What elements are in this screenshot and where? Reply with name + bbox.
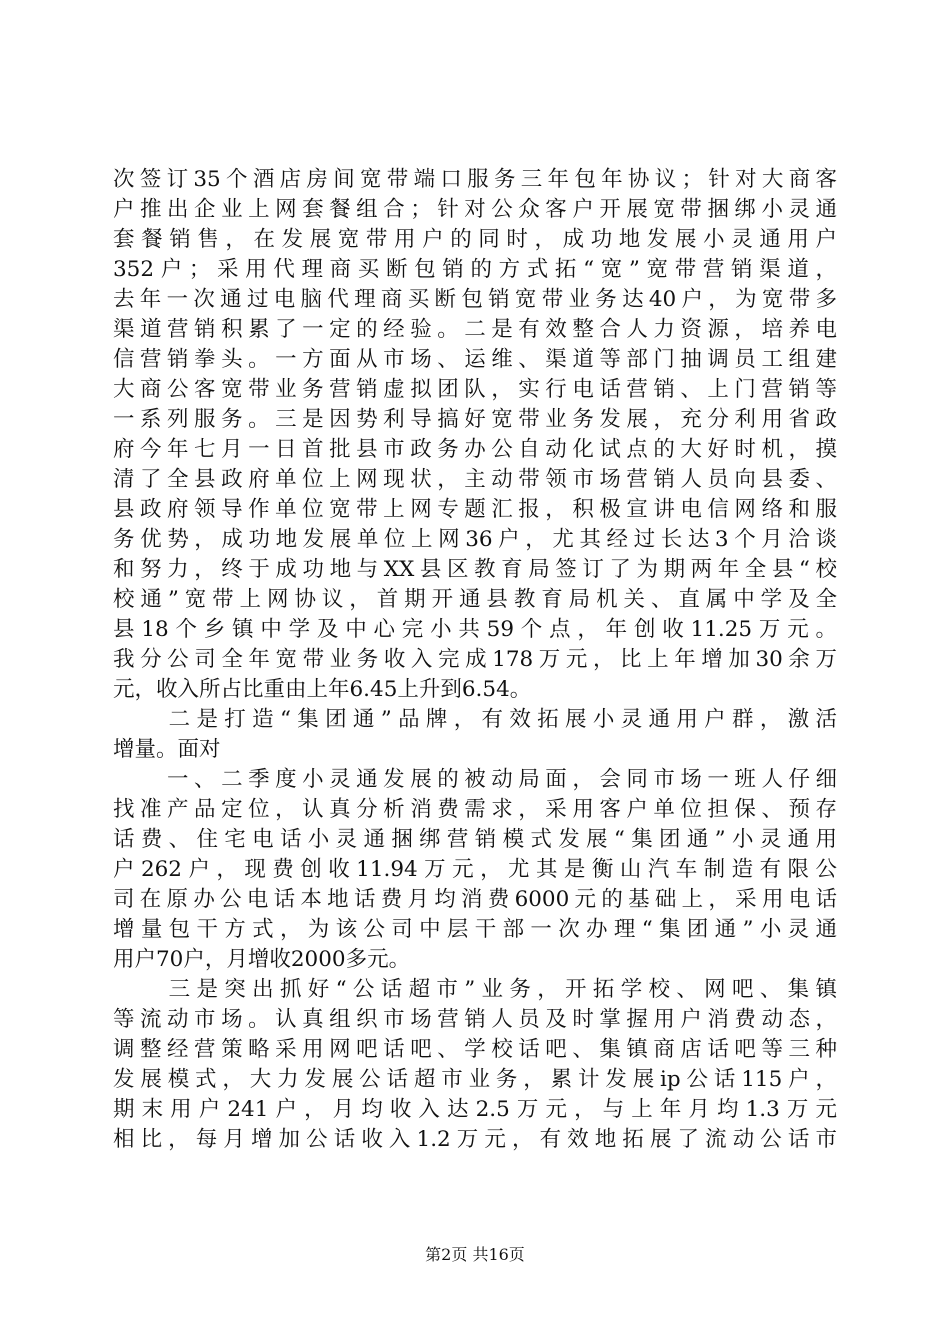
text-line: 话费、住宅电话小灵通捆绑营销模式发展“集团通”小灵通用 <box>113 827 837 852</box>
text-line: 发展模式，大力发展公话超市业务，累计发展ip公话115户， <box>113 1067 837 1092</box>
text-line: 清了全县政府单位上网现状，主动带领市场营销人员向县委、 <box>113 467 837 492</box>
text-line: 县18个乡镇中学及中心完小共59个点，年创收11.25万元。 <box>113 617 837 642</box>
text-line: 去年一次通过电脑代理商买断包销宽带业务达40户，为宽带多 <box>113 287 837 312</box>
text-line: 司在原办公电话本地话费月均消费6000元的基础上，采用电话 <box>113 887 837 912</box>
text-line: 府今年七月一日首批县市政务办公自动化试点的大好时机，摸 <box>113 437 837 462</box>
text-line: 次签订35个酒店房间宽带端口服务三年包年协议；针对大商客 <box>113 167 837 192</box>
text-line: 校通”宽带上网协议，首期开通县教育局机关、直属中学及全 <box>113 587 837 612</box>
paragraph-start-line: 一、二季度小灵通发展的被动局面，会同市场一班人仔细 <box>113 767 837 792</box>
text-line: 等流动市场。认真组织市场营销人员及时掌握用户消费动态， <box>113 1007 837 1032</box>
text-line: 户推出企业上网套餐组合；针对公众客户开展宽带捆绑小灵通 <box>113 197 837 222</box>
text-line: 信营销拳头。一方面从市场、运维、渠道等部门抽调员工组建 <box>113 347 837 372</box>
paragraph-end-line: 增量。面对 <box>113 737 221 762</box>
text-line: 和努力，终于成功地与XX县区教育局签订了为期两年全县“校 <box>113 557 837 582</box>
text-line: 户262户，现费创收11.94万元，尤其是衡山汽车制造有限公 <box>113 857 837 882</box>
text-line: 调整经营策略采用网吧话吧、学校话吧、集镇商店话吧等三种 <box>113 1037 837 1062</box>
page-footer <box>0 1245 950 1265</box>
page-number: 第2页 共16页 <box>425 1245 525 1264</box>
text-line: 找准产品定位，认真分析消费需求，采用客户单位担保、预存 <box>113 797 837 822</box>
text-line: 务优势，成功地发展单位上网36户，尤其经过长达3个月洽谈 <box>113 527 837 552</box>
text-line: 增量包干方式，为该公司中层干部一次办理“集团通”小灵通 <box>113 917 837 942</box>
paragraph-start-line: 三是突出抓好“公话超市”业务，开拓学校、网吧、集镇 <box>113 977 837 1002</box>
text-line: 大商公客宽带业务营销虚拟团队，实行电话营销、上门营销等 <box>113 377 837 402</box>
text-line: 352户；采用代理商买断包销的方式拓“宽”宽带营销渠道， <box>113 257 837 282</box>
text-line: 相比，每月增加公话收入1.2万元，有效地拓展了流动公话市 <box>113 1127 837 1152</box>
paragraph-start-line: 二是打造“集团通”品牌，有效拓展小灵通用户群，激活 <box>113 707 837 732</box>
paragraph-end-line: 元，收入所占比重由上年6.45上升到6.54。 <box>113 677 532 702</box>
text-line: 一系列服务。三是因势利导搞好宽带业务发展，充分利用省政 <box>113 407 837 432</box>
text-line: 渠道营销积累了一定的经验。二是有效整合人力资源，培养电 <box>113 317 837 342</box>
text-line: 套餐销售，在发展宽带用户的同时，成功地发展小灵通用户 <box>113 227 837 252</box>
paragraph-end-line: 用户70户，月增收2000多元。 <box>113 947 411 972</box>
document-body <box>113 165 837 1155</box>
text-line: 县政府领导作单位宽带上网专题汇报，积极宣讲电信网络和服 <box>113 497 837 522</box>
text-line: 我分公司全年宽带业务收入完成178万元，比上年增加30余万 <box>113 647 837 672</box>
text-line: 期末用户241户，月均收入达2.5万元，与上年月均1.3万元 <box>113 1097 837 1122</box>
